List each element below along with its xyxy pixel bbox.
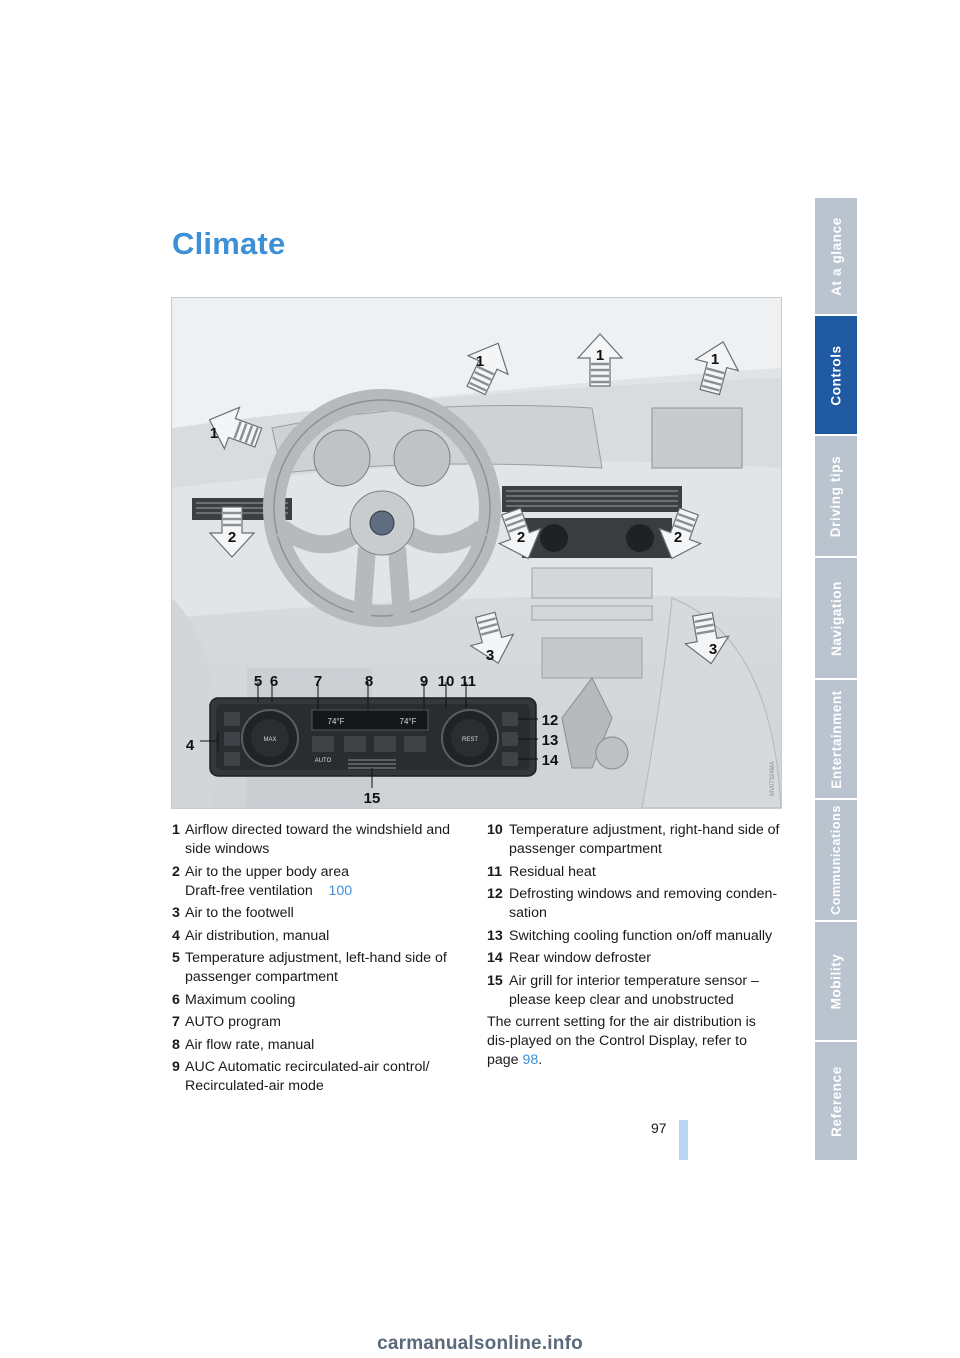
closing-paragraph: The current setting for the air distribution is dis-played on the Control Display, refer to page 98. [487, 1014, 756, 1068]
display-left-temp: 74°F [327, 717, 345, 726]
legend-item: 11 Residual heat [487, 863, 596, 880]
callout-14: 14 [541, 752, 559, 769]
legend-item: 10 Temperature adjustment, right-hand side of passenger compartment [487, 822, 780, 857]
legend-item: 13 Switching cooling function on/off manually [487, 927, 773, 944]
legend-right-column [487, 821, 782, 1070]
legend-item: 4 Air distribution, manual [172, 927, 330, 944]
callout-10: 10 [437, 673, 455, 690]
page-link-100[interactable]: 100 [328, 882, 353, 899]
callout-12: 12 [541, 712, 559, 729]
chapter-tabs [815, 198, 857, 1160]
callout-1c: 1 [710, 351, 720, 368]
legend-item: 2 Air to the upper body area Draft-free ventilation 100 [172, 863, 353, 899]
page-number: 97 [651, 1120, 667, 1136]
tab-at-a-glance[interactable]: At a glance [815, 198, 857, 314]
legend-item: 1 Airflow directed toward the windshield and side windows [172, 822, 450, 857]
display-right-temp: 74°F [399, 717, 417, 726]
callout-2c: 2 [673, 529, 683, 546]
legend-left-column [172, 821, 456, 1100]
legend-item: 3 Air to the footwell [172, 905, 294, 921]
callout-8: 8 [364, 673, 374, 690]
legend-item: 15 Air grill for interior temperature sensor – please keep clear and unobstructed [487, 972, 759, 1008]
tab-mobility[interactable]: Mobility [815, 922, 857, 1040]
legend-item: 6 Maximum cooling [172, 991, 296, 1008]
dashboard-illustration [171, 297, 782, 809]
callout-5: 5 [253, 673, 263, 690]
legend-item: 7 AUTO program [172, 1014, 281, 1030]
tab-entertainment[interactable]: Entertainment [815, 680, 857, 798]
page-link-98[interactable]: 98 [522, 1052, 539, 1068]
callout-11: 11 [460, 673, 476, 690]
callout-15: 15 [363, 790, 381, 807]
callout-2a: 2 [227, 529, 237, 546]
page-title: Climate [172, 226, 286, 261]
callout-7: 7 [313, 673, 323, 690]
tab-driving-tips[interactable]: Driving tips [815, 436, 857, 556]
legend-item: 8 Air flow rate, manual [172, 1036, 315, 1053]
watermark: carmanualsonline.info [377, 1333, 583, 1354]
legend-item: 9 AUC Automatic recirculated-air control/ Recirculated-air mode [172, 1059, 430, 1094]
callout-1d: 1 [209, 425, 219, 442]
callout-6: 6 [269, 673, 279, 690]
legend-item: 5 Temperature adjustment, left-hand side of passenger compartment [172, 950, 447, 985]
legend-item: 12 Defrosting windows and removing conden-sation [487, 886, 778, 921]
rest-button-label: REST [461, 737, 479, 743]
callout-9: 9 [419, 673, 429, 690]
page-number-bar [679, 1120, 688, 1160]
auto-button-label: AUTO [314, 758, 332, 764]
callout-1b: 1 [595, 347, 605, 364]
image-code: MV07324MA [770, 761, 776, 796]
callout-13: 13 [541, 732, 559, 749]
callout-4: 4 [185, 737, 195, 754]
tab-controls[interactable]: Controls [815, 316, 857, 434]
callout-2b: 2 [516, 529, 526, 546]
tab-communications[interactable]: Communications [815, 800, 857, 920]
tab-navigation[interactable]: Navigation [815, 558, 857, 678]
callout-3a: 3 [485, 647, 495, 664]
tab-reference[interactable]: Reference [815, 1042, 857, 1160]
max-button-label: MAX [263, 737, 277, 743]
legend-item: 14 Rear window defroster [487, 950, 651, 966]
callout-3b: 3 [708, 641, 718, 658]
callout-1a: 1 [475, 353, 485, 370]
